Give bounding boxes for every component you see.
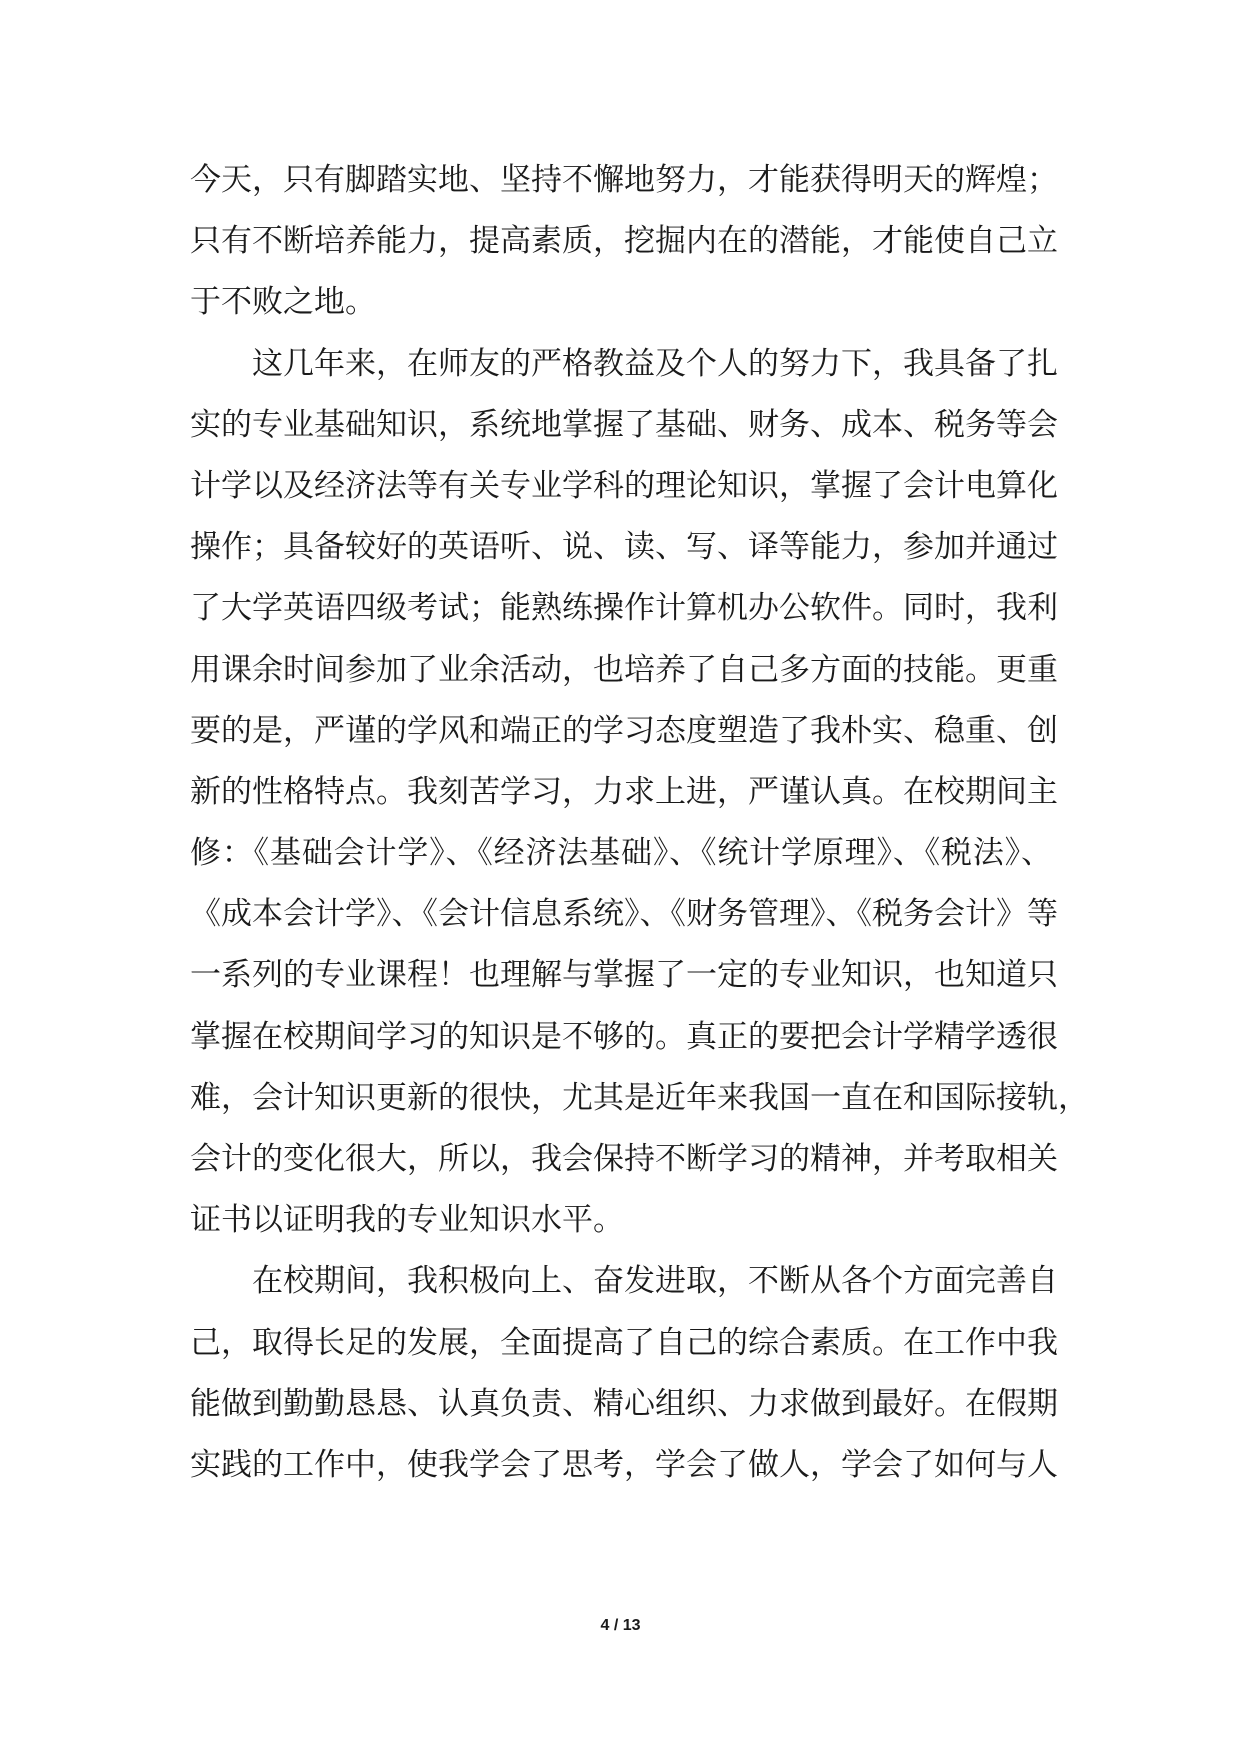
text-line: 了大学英语四级考试；能熟练操作计算机办公软件。同时，我利 xyxy=(190,590,1058,627)
text-line: 能做到勤勤恳恳、认真负责、精心组织、力求做到最好。在假期 xyxy=(190,1385,1058,1422)
text-line: 只有不断培养能力，提高素质，挖掘内在的潜能，才能使自己立 xyxy=(190,223,1058,260)
text-line: 于不败之地。 xyxy=(190,284,376,321)
text-line: 实践的工作中，使我学会了思考，学会了做人，学会了如何与人 xyxy=(190,1446,1058,1483)
text-line: 己，取得长足的发展，全面提高了自己的综合素质。在工作中我 xyxy=(190,1324,1058,1361)
text-line: 《成本会计学》、《会计信息系统》、《财务管理》、《税务会计》等 xyxy=(190,896,1058,933)
text-line: 要的是，严谨的学风和端正的学习态度塑造了我朴实、稳重、创 xyxy=(190,712,1058,749)
paragraph-first-line: 在校期间，我积极向上、奋发进取，不断从各个方面完善自 xyxy=(252,1263,1058,1300)
text-line: 计学以及经济法等有关专业学科的理论知识，掌握了会计电算化 xyxy=(190,467,1058,504)
text-line: 新的性格特点。我刻苦学习，力求上进，严谨认真。在校期间主 xyxy=(190,773,1058,810)
text-line: 难，会计知识更新的很快，尤其是近年来我国一直在和国际接轨， xyxy=(190,1079,1089,1116)
text-line: 实的专业基础知识，系统地掌握了基础、财务、成本、税务等会 xyxy=(190,406,1058,443)
text-line: 今天，只有脚踏实地、坚持不懈地努力，才能获得明天的辉煌； xyxy=(190,162,1058,198)
text-line: 一系列的专业课程！也理解与掌握了一定的专业知识，也知道只 xyxy=(190,957,1058,994)
page-number: 4 / 13 xyxy=(600,1617,641,1634)
text-line: 用课余时间参加了业余活动，也培养了自己多方面的技能。更重 xyxy=(190,651,1058,688)
text-line: 操作；具备较好的英语听、说、读、写、译等能力，参加并通过 xyxy=(190,529,1058,566)
paragraph-first-line: 这几年来，在师友的严格教益及个人的努力下，我具备了扎 xyxy=(252,345,1058,382)
text-line: 掌握在校期间学习的知识是不够的。真正的要把会计学精学透很 xyxy=(190,1018,1058,1055)
text-line: 修：《基础会计学》、《经济法基础》、《统计学原理》、《税法》、 xyxy=(190,835,1052,872)
text-line: 证书以证明我的专业知识水平。 xyxy=(190,1202,624,1239)
document-body xyxy=(190,150,1089,1496)
text-line: 会计的变化很大，所以，我会保持不断学习的精神，并考取相关 xyxy=(190,1141,1058,1177)
